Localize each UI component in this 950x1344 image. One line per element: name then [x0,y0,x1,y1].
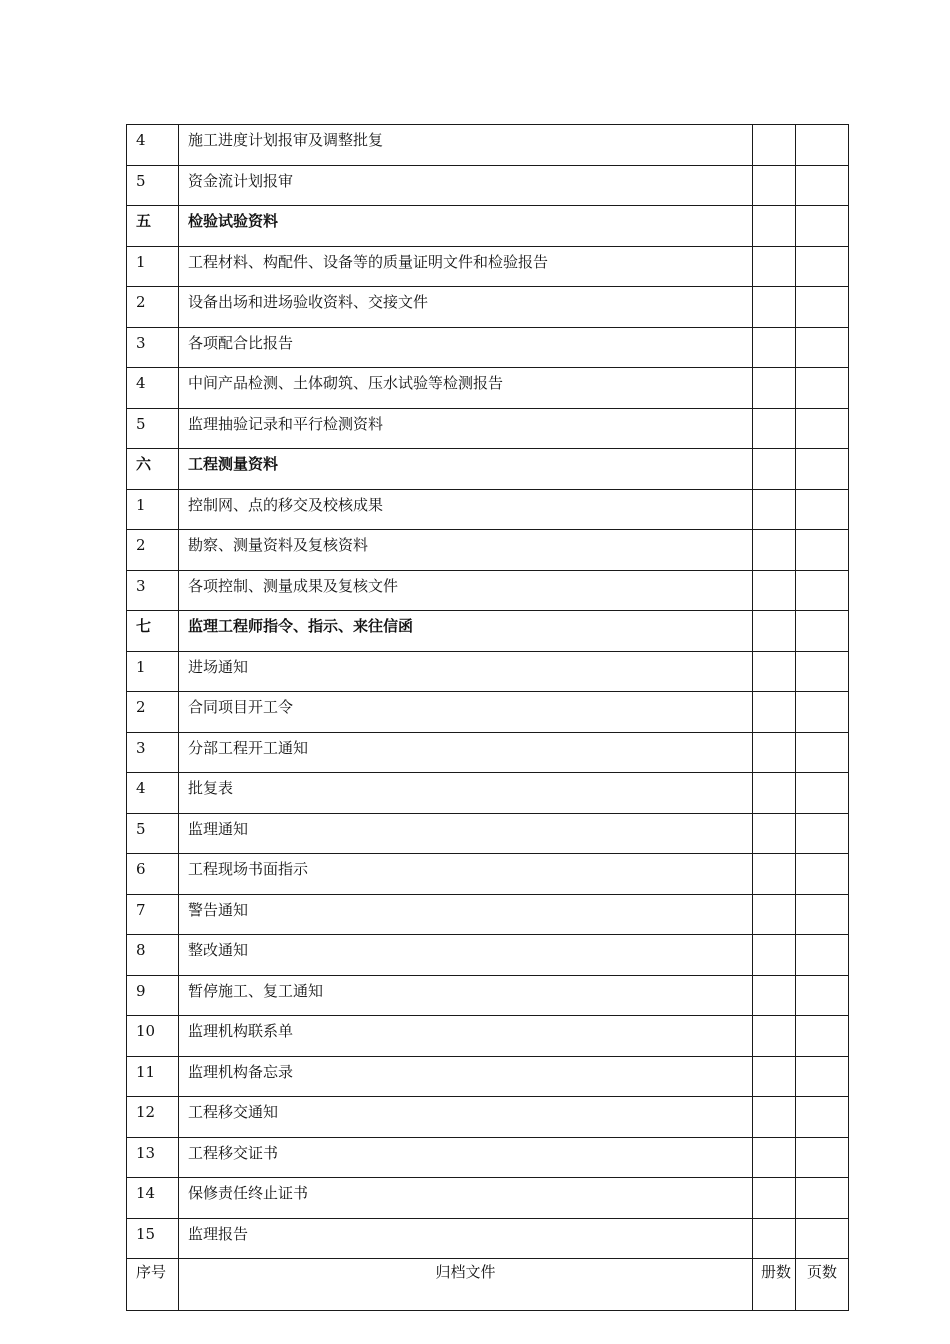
row-title-cell: 警告通知 [179,894,753,935]
row-number-cell: 7 [127,894,179,935]
row-number-cell: 10 [127,1016,179,1057]
table-row [127,1097,849,1138]
row-volumes-cell [753,1016,796,1057]
table-row [127,1016,849,1057]
row-volumes-cell [753,530,796,571]
row-number-cell: 2 [127,287,179,328]
row-pages-cell [796,530,849,571]
row-title-cell: 监理工程师指令、指示、来往信函 [179,611,753,652]
row-volumes-cell [753,449,796,490]
footer-num-label: 序号 [127,1259,179,1311]
row-volumes-cell [753,1178,796,1219]
row-title-cell: 各项配合比报告 [179,327,753,368]
table-row [127,530,849,571]
row-title-cell: 工程移交证书 [179,1137,753,1178]
row-volumes-cell [753,813,796,854]
row-number-cell: 3 [127,570,179,611]
row-volumes-cell [753,489,796,530]
table-row [127,773,849,814]
row-number-cell: 5 [127,408,179,449]
row-pages-cell [796,570,849,611]
table-row [127,327,849,368]
row-volumes-cell [753,570,796,611]
row-pages-cell [796,368,849,409]
row-pages-cell [796,1137,849,1178]
row-volumes-cell [753,125,796,166]
row-number-cell: 11 [127,1056,179,1097]
row-volumes-cell [753,975,796,1016]
row-number-cell: 12 [127,1097,179,1138]
row-number-cell: 六 [127,449,179,490]
row-number-cell: 2 [127,530,179,571]
row-title-cell: 资金流计划报审 [179,165,753,206]
row-pages-cell [796,854,849,895]
row-title-cell: 工程材料、构配件、设备等的质量证明文件和检验报告 [179,246,753,287]
row-pages-cell [796,125,849,166]
archive-document-table [126,124,849,1311]
row-volumes-cell [753,773,796,814]
row-pages-cell [796,1056,849,1097]
row-volumes-cell [753,935,796,976]
row-number-cell: 4 [127,773,179,814]
table-row [127,165,849,206]
row-pages-cell [796,246,849,287]
section-header-row [127,449,849,490]
footer-doc-label: 归档文件 [179,1259,753,1311]
table-footer-header-row [127,1259,849,1311]
footer-pages-label: 页数 [796,1259,849,1311]
row-pages-cell [796,773,849,814]
row-volumes-cell [753,732,796,773]
table-row [127,975,849,1016]
table-row [127,125,849,166]
row-title-cell: 勘察、测量资料及复核资料 [179,530,753,571]
row-volumes-cell [753,1056,796,1097]
row-pages-cell [796,449,849,490]
row-title-cell: 批复表 [179,773,753,814]
row-volumes-cell [753,894,796,935]
table-row [127,489,849,530]
table-row [127,732,849,773]
table-row [127,570,849,611]
row-title-cell: 监理抽验记录和平行检测资料 [179,408,753,449]
row-title-cell: 监理通知 [179,813,753,854]
footer-volumes-label: 册数 [753,1259,796,1311]
row-pages-cell [796,327,849,368]
row-volumes-cell [753,206,796,247]
row-pages-cell [796,408,849,449]
row-volumes-cell [753,327,796,368]
row-title-cell: 分部工程开工通知 [179,732,753,773]
row-number-cell: 15 [127,1218,179,1259]
row-pages-cell [796,732,849,773]
row-volumes-cell [753,287,796,328]
table-row [127,1056,849,1097]
row-volumes-cell [753,368,796,409]
table-row [127,935,849,976]
row-title-cell: 施工进度计划报审及调整批复 [179,125,753,166]
row-number-cell: 1 [127,651,179,692]
section-header-row [127,206,849,247]
table-row [127,894,849,935]
row-pages-cell [796,1218,849,1259]
table-row [127,246,849,287]
table-row [127,813,849,854]
row-number-cell: 3 [127,732,179,773]
row-number-cell: 2 [127,692,179,733]
row-pages-cell [796,206,849,247]
row-volumes-cell [753,246,796,287]
row-title-cell: 暂停施工、复工通知 [179,975,753,1016]
row-title-cell: 进场通知 [179,651,753,692]
table-row [127,1218,849,1259]
table-row [127,1137,849,1178]
row-volumes-cell [753,692,796,733]
row-title-cell: 控制网、点的移交及校核成果 [179,489,753,530]
row-pages-cell [796,692,849,733]
row-title-cell: 中间产品检测、土体砌筑、压水试验等检测报告 [179,368,753,409]
row-number-cell: 七 [127,611,179,652]
row-pages-cell [796,1016,849,1057]
row-title-cell: 监理机构备忘录 [179,1056,753,1097]
row-volumes-cell [753,611,796,652]
row-title-cell: 工程测量资料 [179,449,753,490]
table-row [127,854,849,895]
row-number-cell: 1 [127,246,179,287]
row-title-cell: 监理机构联系单 [179,1016,753,1057]
row-number-cell: 14 [127,1178,179,1219]
row-number-cell: 13 [127,1137,179,1178]
row-pages-cell [796,1097,849,1138]
row-title-cell: 整改通知 [179,935,753,976]
table-row [127,692,849,733]
row-volumes-cell [753,165,796,206]
row-number-cell: 1 [127,489,179,530]
row-number-cell: 9 [127,975,179,1016]
row-number-cell: 6 [127,854,179,895]
table-row [127,1178,849,1219]
row-volumes-cell [753,1097,796,1138]
row-volumes-cell [753,1218,796,1259]
section-header-row [127,611,849,652]
row-volumes-cell [753,408,796,449]
row-title-cell: 监理报告 [179,1218,753,1259]
row-volumes-cell [753,854,796,895]
row-number-cell: 5 [127,165,179,206]
row-number-cell: 4 [127,368,179,409]
row-pages-cell [796,1178,849,1219]
row-pages-cell [796,894,849,935]
table-body [127,125,849,1311]
row-title-cell: 设备出场和进场验收资料、交接文件 [179,287,753,328]
row-pages-cell [796,611,849,652]
row-pages-cell [796,651,849,692]
row-title-cell: 各项控制、测量成果及复核文件 [179,570,753,611]
row-title-cell: 检验试验资料 [179,206,753,247]
row-title-cell: 保修责任终止证书 [179,1178,753,1219]
row-title-cell: 工程现场书面指示 [179,854,753,895]
row-number-cell: 8 [127,935,179,976]
row-title-cell: 工程移交通知 [179,1097,753,1138]
row-number-cell: 3 [127,327,179,368]
row-volumes-cell [753,1137,796,1178]
row-number-cell: 4 [127,125,179,166]
table-row [127,368,849,409]
row-pages-cell [796,489,849,530]
table-row [127,408,849,449]
row-pages-cell [796,813,849,854]
row-pages-cell [796,287,849,328]
row-number-cell: 5 [127,813,179,854]
row-volumes-cell [753,651,796,692]
row-pages-cell [796,935,849,976]
table-row [127,651,849,692]
row-number-cell: 五 [127,206,179,247]
row-pages-cell [796,165,849,206]
row-pages-cell [796,975,849,1016]
table-row [127,287,849,328]
row-title-cell: 合同项目开工令 [179,692,753,733]
